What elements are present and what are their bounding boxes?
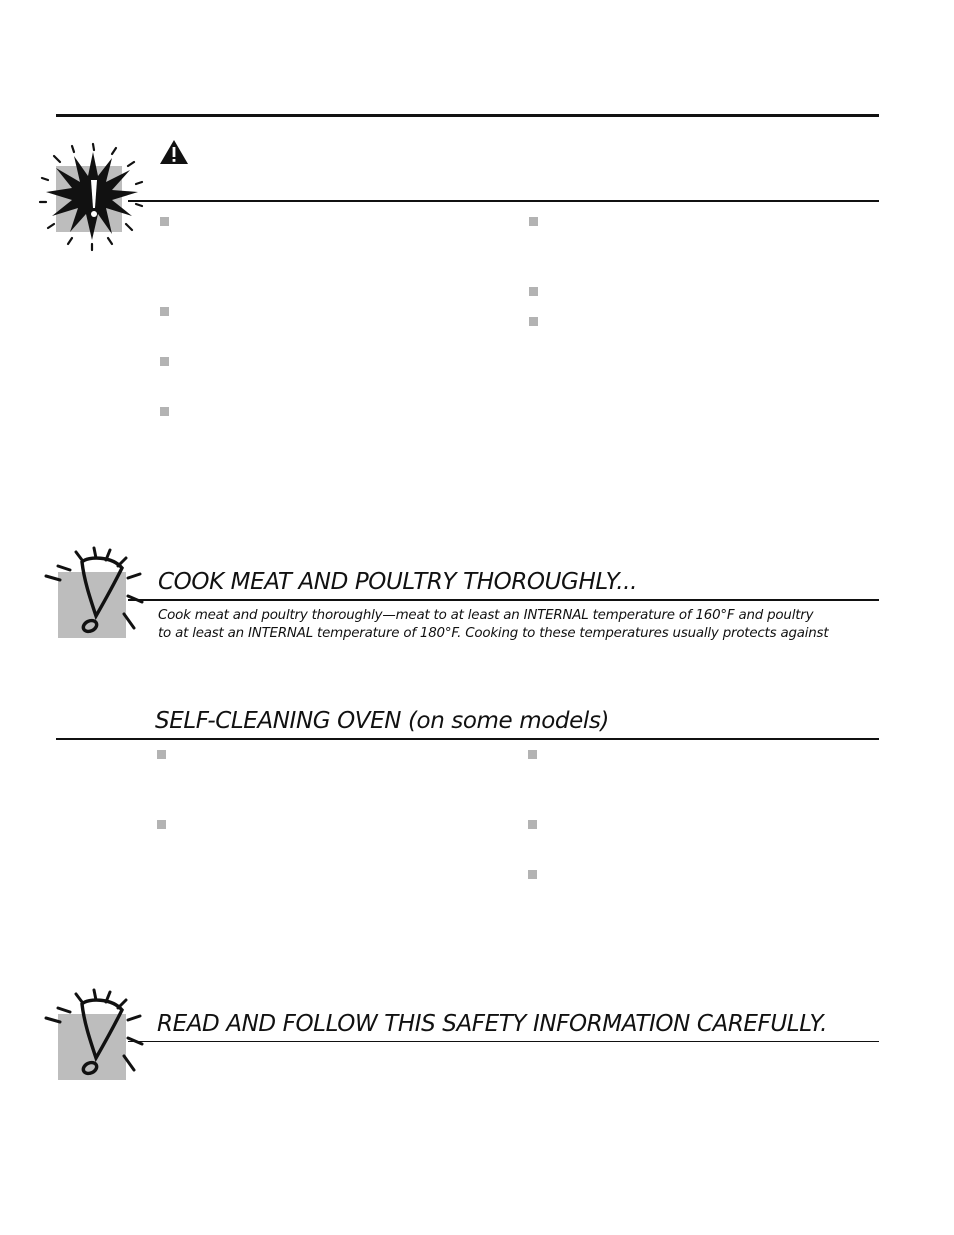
cook-meat-body-line-1: Cook meat and poultry thoroughly—meat to at least an INTERNAL temperature of 160°F and poultry — [158, 608, 814, 623]
self-cleaning-heading: SELF-CLEANING OVEN (on some models) — [155, 708, 609, 734]
bullet-marker — [160, 357, 169, 366]
bullet-marker — [529, 287, 538, 296]
cook-meat-heading: COOK MEAT AND POULTRY THOROUGHLY... — [158, 569, 637, 595]
bullet-marker — [528, 750, 537, 759]
bullet-marker — [157, 820, 166, 829]
exclamation-alert-icon — [44, 988, 148, 1084]
section-rule — [128, 1041, 879, 1042]
explosion-alert-icon — [38, 140, 148, 252]
exclamation-alert-icon — [44, 546, 148, 642]
section-rule — [128, 200, 879, 202]
bullet-marker — [528, 870, 537, 879]
top-rule — [56, 114, 879, 117]
section-rule — [128, 599, 879, 601]
cook-meat-body-line-2: to at least an INTERNAL temperature of 180°F. Cooking to these temperatures usually protects against — [158, 626, 829, 641]
bullet-marker — [528, 820, 537, 829]
read-follow-heading: READ AND FOLLOW THIS SAFETY INFORMATION CAREFULLY. — [157, 1011, 828, 1037]
bullet-marker — [160, 217, 169, 226]
bullet-marker — [529, 317, 538, 326]
bullet-marker — [157, 750, 166, 759]
bullet-marker — [160, 407, 169, 416]
section-rule — [56, 738, 879, 740]
bullet-marker — [160, 307, 169, 316]
bullet-marker — [529, 217, 538, 226]
warning-triangle-icon — [159, 139, 189, 165]
